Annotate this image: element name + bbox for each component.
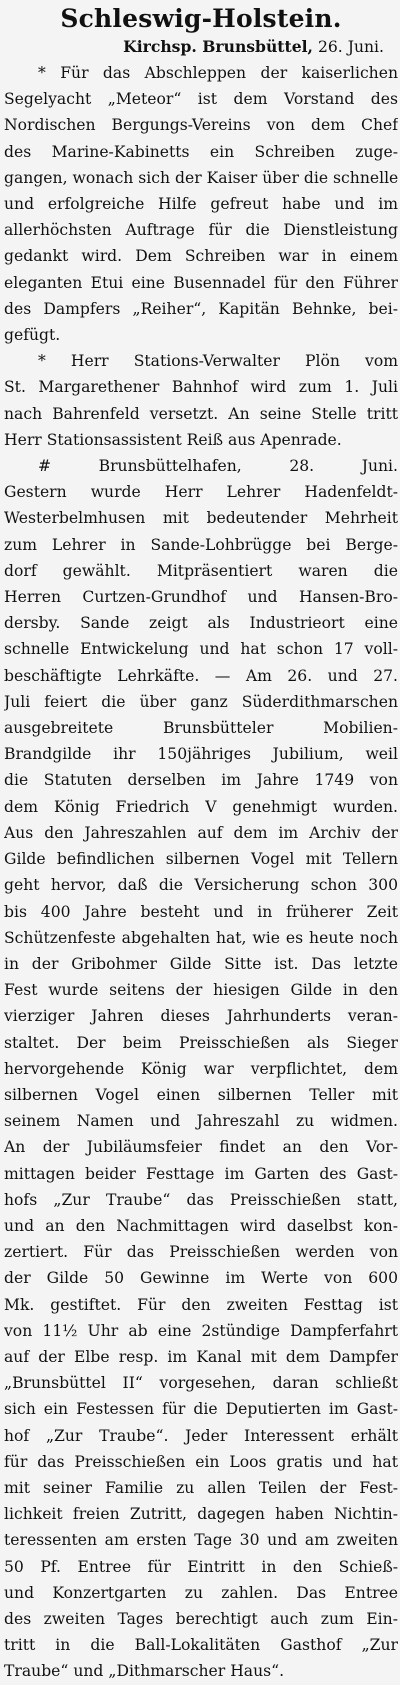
text-line: und erfolgreiche Hilfe gefreut habe und im (4, 195, 398, 214)
text-line: Herr Stationsassistent Reiß aus Apenrade. (4, 430, 342, 449)
section-headline: Schleswig-Holstein. (60, 4, 342, 33)
text-line: geht hervor, daß die Versicherung schon 300 (4, 876, 398, 895)
text-line: St. Margarethener Bahnhof wird zum 1. Juli (4, 378, 398, 397)
text-line: der Gilde 50 Gewinne im Werte von 600 (4, 1269, 398, 1288)
text-line: hervorgehende König war verpflichtet, dem (4, 1059, 398, 1078)
text-line: Herren Curtzen-Grundhof und Hansen-Bro- (4, 588, 398, 607)
dateline-place: Kirchsp. Brunsbüttel, (123, 37, 313, 56)
text-line: eleganten Etui eine Busennadel für den Führer (4, 273, 398, 292)
text-line: lichkeit freien Zutritt, dagegen haben Nichtin- (4, 1505, 398, 1524)
text-line: mittagen beider Festtage im Garten des Gast- (4, 1164, 398, 1183)
text-line: für das Preisschießen ein Loos gratis und hat (4, 1452, 398, 1471)
text-line: * Für das Abschleppen der kaiserlichen (38, 64, 398, 82)
text-line: 50 Pf. Entree für Eintritt in den Schieß- (4, 1557, 398, 1576)
text-line: Juli feiert die über ganz Süderdithmarschen (4, 692, 398, 711)
paragraph-brunsbuettelhafen (4, 453, 398, 1685)
text-line: teressenten am ersten Tage 30 und am zweiten (4, 1531, 398, 1550)
text-line: in der Gribohmer Gilde Sitte ist. Das letzte (4, 954, 398, 973)
text-line: und Konzertgarten zu zahlen. Das Entree (4, 1583, 398, 1602)
text-line: zertiert. Für das Preisschießen werden von (4, 1243, 398, 1262)
article-body (4, 60, 398, 1685)
text-line: die Statuten derselben im Jahre 1749 von (4, 771, 398, 790)
text-line: des Dampfers „Reiher“, Kapitän Behnke, bei- (4, 299, 398, 318)
text-line: Gilde befindlichen silbernen Vogel mit Tellern (4, 850, 398, 869)
text-line: dersby. Sande zeigt als Industrieort eine (4, 614, 398, 633)
text-line: Mk. gestiftet. Für den zweiten Festtag ist (4, 1295, 398, 1314)
text-line: von 11½ Uhr ab eine 2stündige Dampferfahrt (4, 1321, 398, 1340)
text-line: Nordischen Bergungs-Vereins von dem Chef (4, 116, 398, 135)
text-line: silbernen Vogel einen silbernen Teller mit (4, 1085, 398, 1104)
text-line: * Herr Stations-Verwalter Plön vom (38, 352, 398, 371)
text-line: sich ein Festessen für die Deputierten im Gast- (4, 1400, 398, 1419)
text-line: dorf gewählt. Mitpräsentiert waren die (4, 561, 398, 580)
text-line: bis 400 Jahre besteht und in früherer Zeit (4, 902, 398, 921)
text-line: Traube“ und „Dithmarscher Haus“. (4, 1662, 285, 1681)
text-line: beschäftigte Lehrkäfte. — Am 26. und 27. (4, 666, 398, 685)
text-line: schnelle Entwickelung und hat schon 17 voll- (4, 640, 398, 659)
text-line: auf der Elbe resp. im Kanal mit dem Dampfer (4, 1347, 398, 1366)
text-line: des zweiten Tages berechtigt auch zum Ein- (4, 1609, 398, 1628)
text-line: seinem Namen und Jahreszahl zu widmen. (4, 1112, 398, 1131)
text-line: hof „Zur Traube“. Jeder Interessent erhält (4, 1426, 398, 1445)
text-line: tritt in die Ball-Lokalitäten Gasthof „Zur (4, 1636, 398, 1655)
text-line: des Marine-Kabinetts ein Schreiben zuge- (4, 142, 398, 161)
text-line: mit seiner Familie zu allen Teilen der Fest- (4, 1478, 398, 1497)
text-line: staltet. Der beim Preisschießen als Sieger (4, 1033, 398, 1052)
text-line: Segelyacht „Meteor“ ist dem Vorstand des (4, 90, 398, 109)
newspaper-page (0, 4, 400, 1681)
text-line: ausgebreitete Brunsbütteler Mobilien- (4, 719, 398, 738)
text-line: Brandgilde ihr 150jähriges Jubilium, weil (4, 745, 398, 764)
text-line: Schützenfeste abgehalten hat, wie es heute noch (4, 928, 398, 947)
dateline-date: 26. Juni. (317, 38, 384, 56)
text-line: nach Bahrenfeld versetzt. An seine Stelle tritt (4, 404, 398, 423)
text-line: Gestern wurde Herr Lehrer Hadenfeldt- (4, 483, 398, 502)
text-line: vierziger Jahren dieses Jahrhunderts veran- (4, 1007, 398, 1026)
text-line: Aus den Jahreszahlen auf dem im Archiv der (4, 823, 398, 842)
text-line: hofs „Zur Traube“ das Preisschießen statt, (4, 1190, 398, 1209)
text-line: „Brunsbüttel II“ vorgesehen, daran schließt (4, 1374, 398, 1393)
text-line: allerhöchsten Auftrage für die Dienstleistung (4, 221, 398, 240)
text-line: Fest wurde seitens der hiesigen Gilde in den (4, 981, 398, 1000)
text-line: An der Jubiläumsfeier findet an den Vor- (4, 1138, 398, 1157)
text-line: zum Lehrer in Sande-Lohbrügge bei Berge- (4, 535, 398, 554)
paragraph-stationsverwalter (4, 348, 398, 453)
text-line: Westerbelmhusen mit bedeutender Mehrheit (4, 509, 398, 528)
text-line: gedankt wird. Dem Schreiben war in einem (4, 247, 398, 266)
text-line: # Brunsbüttelhafen, 28. Juni. (38, 457, 398, 476)
text-line: gangen, wonach sich der Kaiser über die schnelle (4, 168, 398, 187)
text-line: gefügt. (4, 326, 61, 345)
text-line: dem König Friedrich V genehmigt wurden. (4, 797, 398, 816)
text-line: und an den Nachmittagen wird daselbst kon- (4, 1216, 398, 1235)
dateline (4, 34, 398, 60)
paragraph-meteor (4, 60, 398, 348)
